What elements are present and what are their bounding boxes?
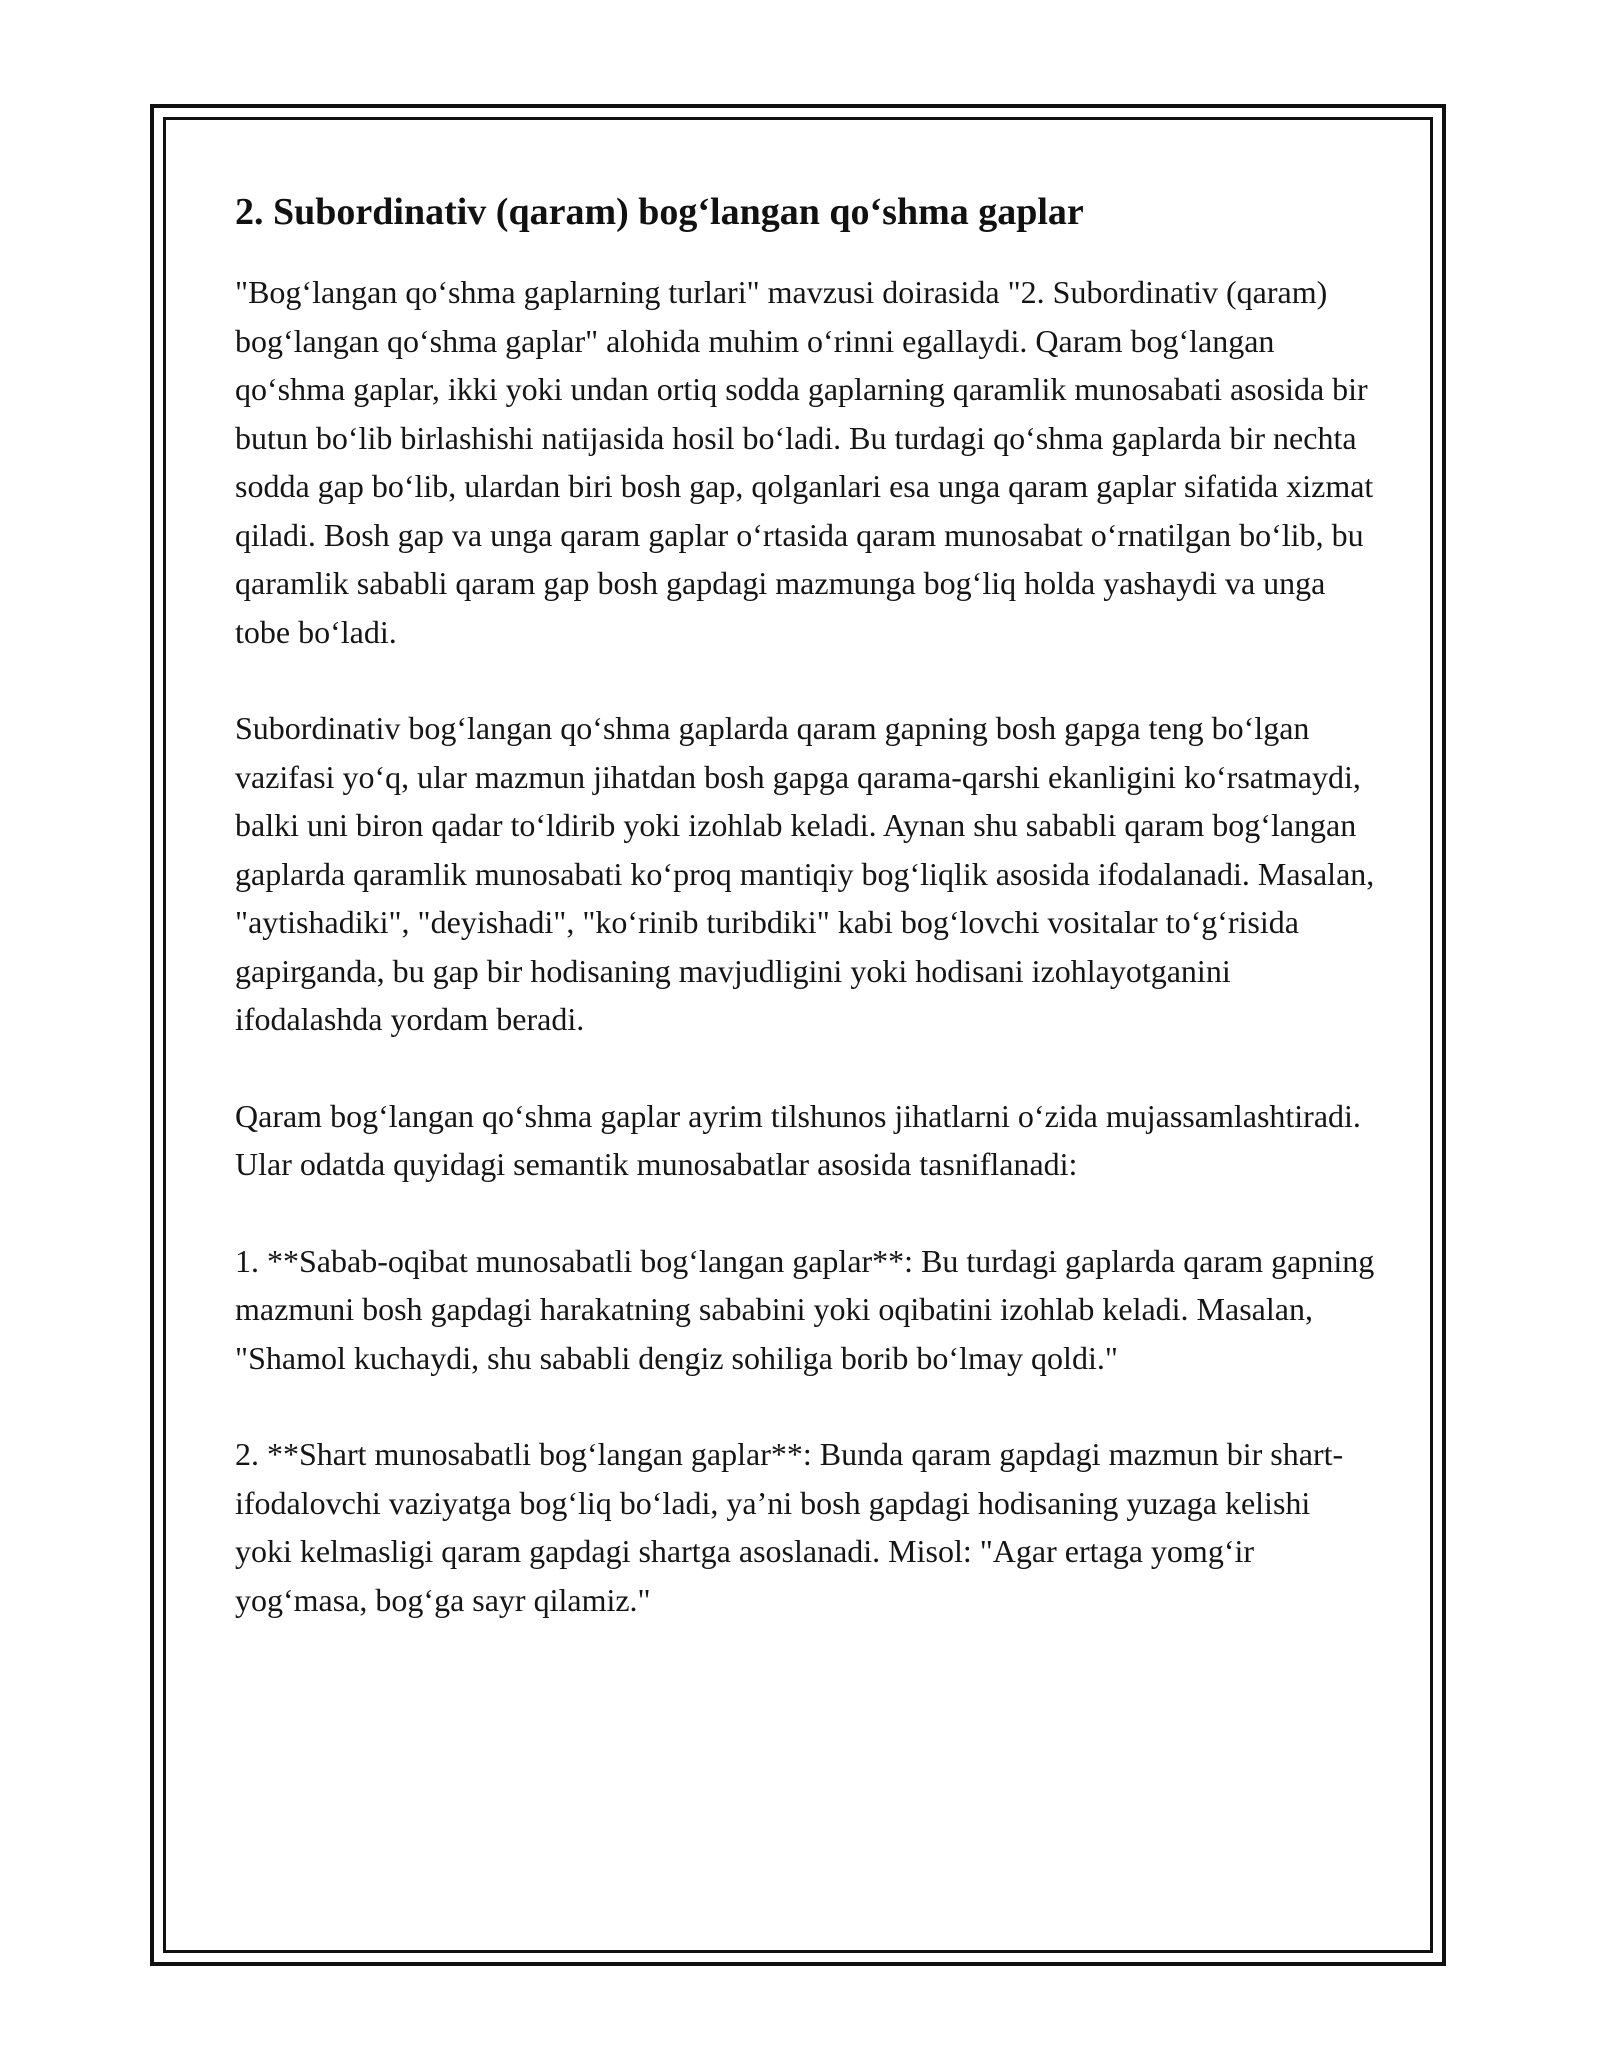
list-item-cause-effect: 1. **Sabab-oqibat munosabatli bog‘langan gaplar**: Bu turdagi gaplarda qaram gapning mazmuni bosh gapdagi harakatning sababini yoki oqibatini izohlab keladi. Masalan, "Shamol kuchaydi, shu sababli dengiz sohiliga borib bo‘lmay qoldi." (235, 1242, 1375, 1376)
section-heading: 2. Subordinativ (qaram) bog‘langan qo‘shma gaplar (235, 191, 1084, 233)
paragraph-classification: Qaram bog‘langan qo‘shma gaplar ayrim tilshunos jihatlarni o‘zida mujassamlashtiradi. Ular odatda quyidagi semantik munosabatlar asosida tasniflanadi: (235, 1097, 1361, 1182)
list-item-condition: 2. **Shart munosabatli bog‘langan gaplar**: Bunda qaram gapdagi mazmun bir shart-ifodalovchi vaziyatga bog‘liq bo‘ladi, ya’ni bosh gapdagi hodisaning yuzaga kelishi yoki kelmasligi qaram gapdagi shartga asoslanadi. Misol: "Agar ertaga yomg‘ir yog‘masa, bog‘ga sayr qilamiz." (235, 1436, 1344, 1618)
document-body (235, 186, 1375, 1672)
paragraph-function: Subordinativ bog‘langan qo‘shma gaplarda qaram gapning bosh gapga teng bo‘lgan vazifasi yo‘q, ular mazmun jihatdan bosh gapga qarama-qarshi ekanligini ko‘rsatmaydi, balki uni biron qadar to‘ldirib yoki izohlab keladi. Aynan shu sababli qaram bog‘langan gaplarda qaramlik munosabati ko‘proq mantiqiy bog‘liqlik asosida ifodalanadi. Masalan, "aytishadiki", "deyishadi", "ko‘rinib turibdiki" kabi bog‘lovchi vositalar to‘g‘risida gapirganda, bu gap bir hodisaning mavjudligini yoki hodisani izohlayotganini ifodalashda yordam beradi. (235, 710, 1375, 1037)
paragraph-intro: "Bog‘langan qo‘shma gaplarning turlari" mavzusi doirasida "2. Subordinativ (qaram) bog‘langan qo‘shma gaplar" alohida muhim o‘rinni egallaydi. Qaram bog‘langan qo‘shma gaplar, ikki yoki undan ortiq sodda gaplarning qaramlik munosabati asosida bir butun bo‘lib birlashishi natijasida hosil bo‘ladi. Bu turdagi qo‘shma gaplarda bir nechta sodda gap bo‘lib, ulardan biri bosh gap, qolganlari esa unga qaram gaplar sifatida xizmat qiladi. Bosh gap va unga qaram gaplar o‘rtasida qaram munosabat o‘rnatilgan bo‘lib, bu qaramlik sababli qaram gap bosh gapdagi mazmunga bog‘liq holda yashaydi va unga tobe bo‘ladi. (235, 274, 1374, 650)
